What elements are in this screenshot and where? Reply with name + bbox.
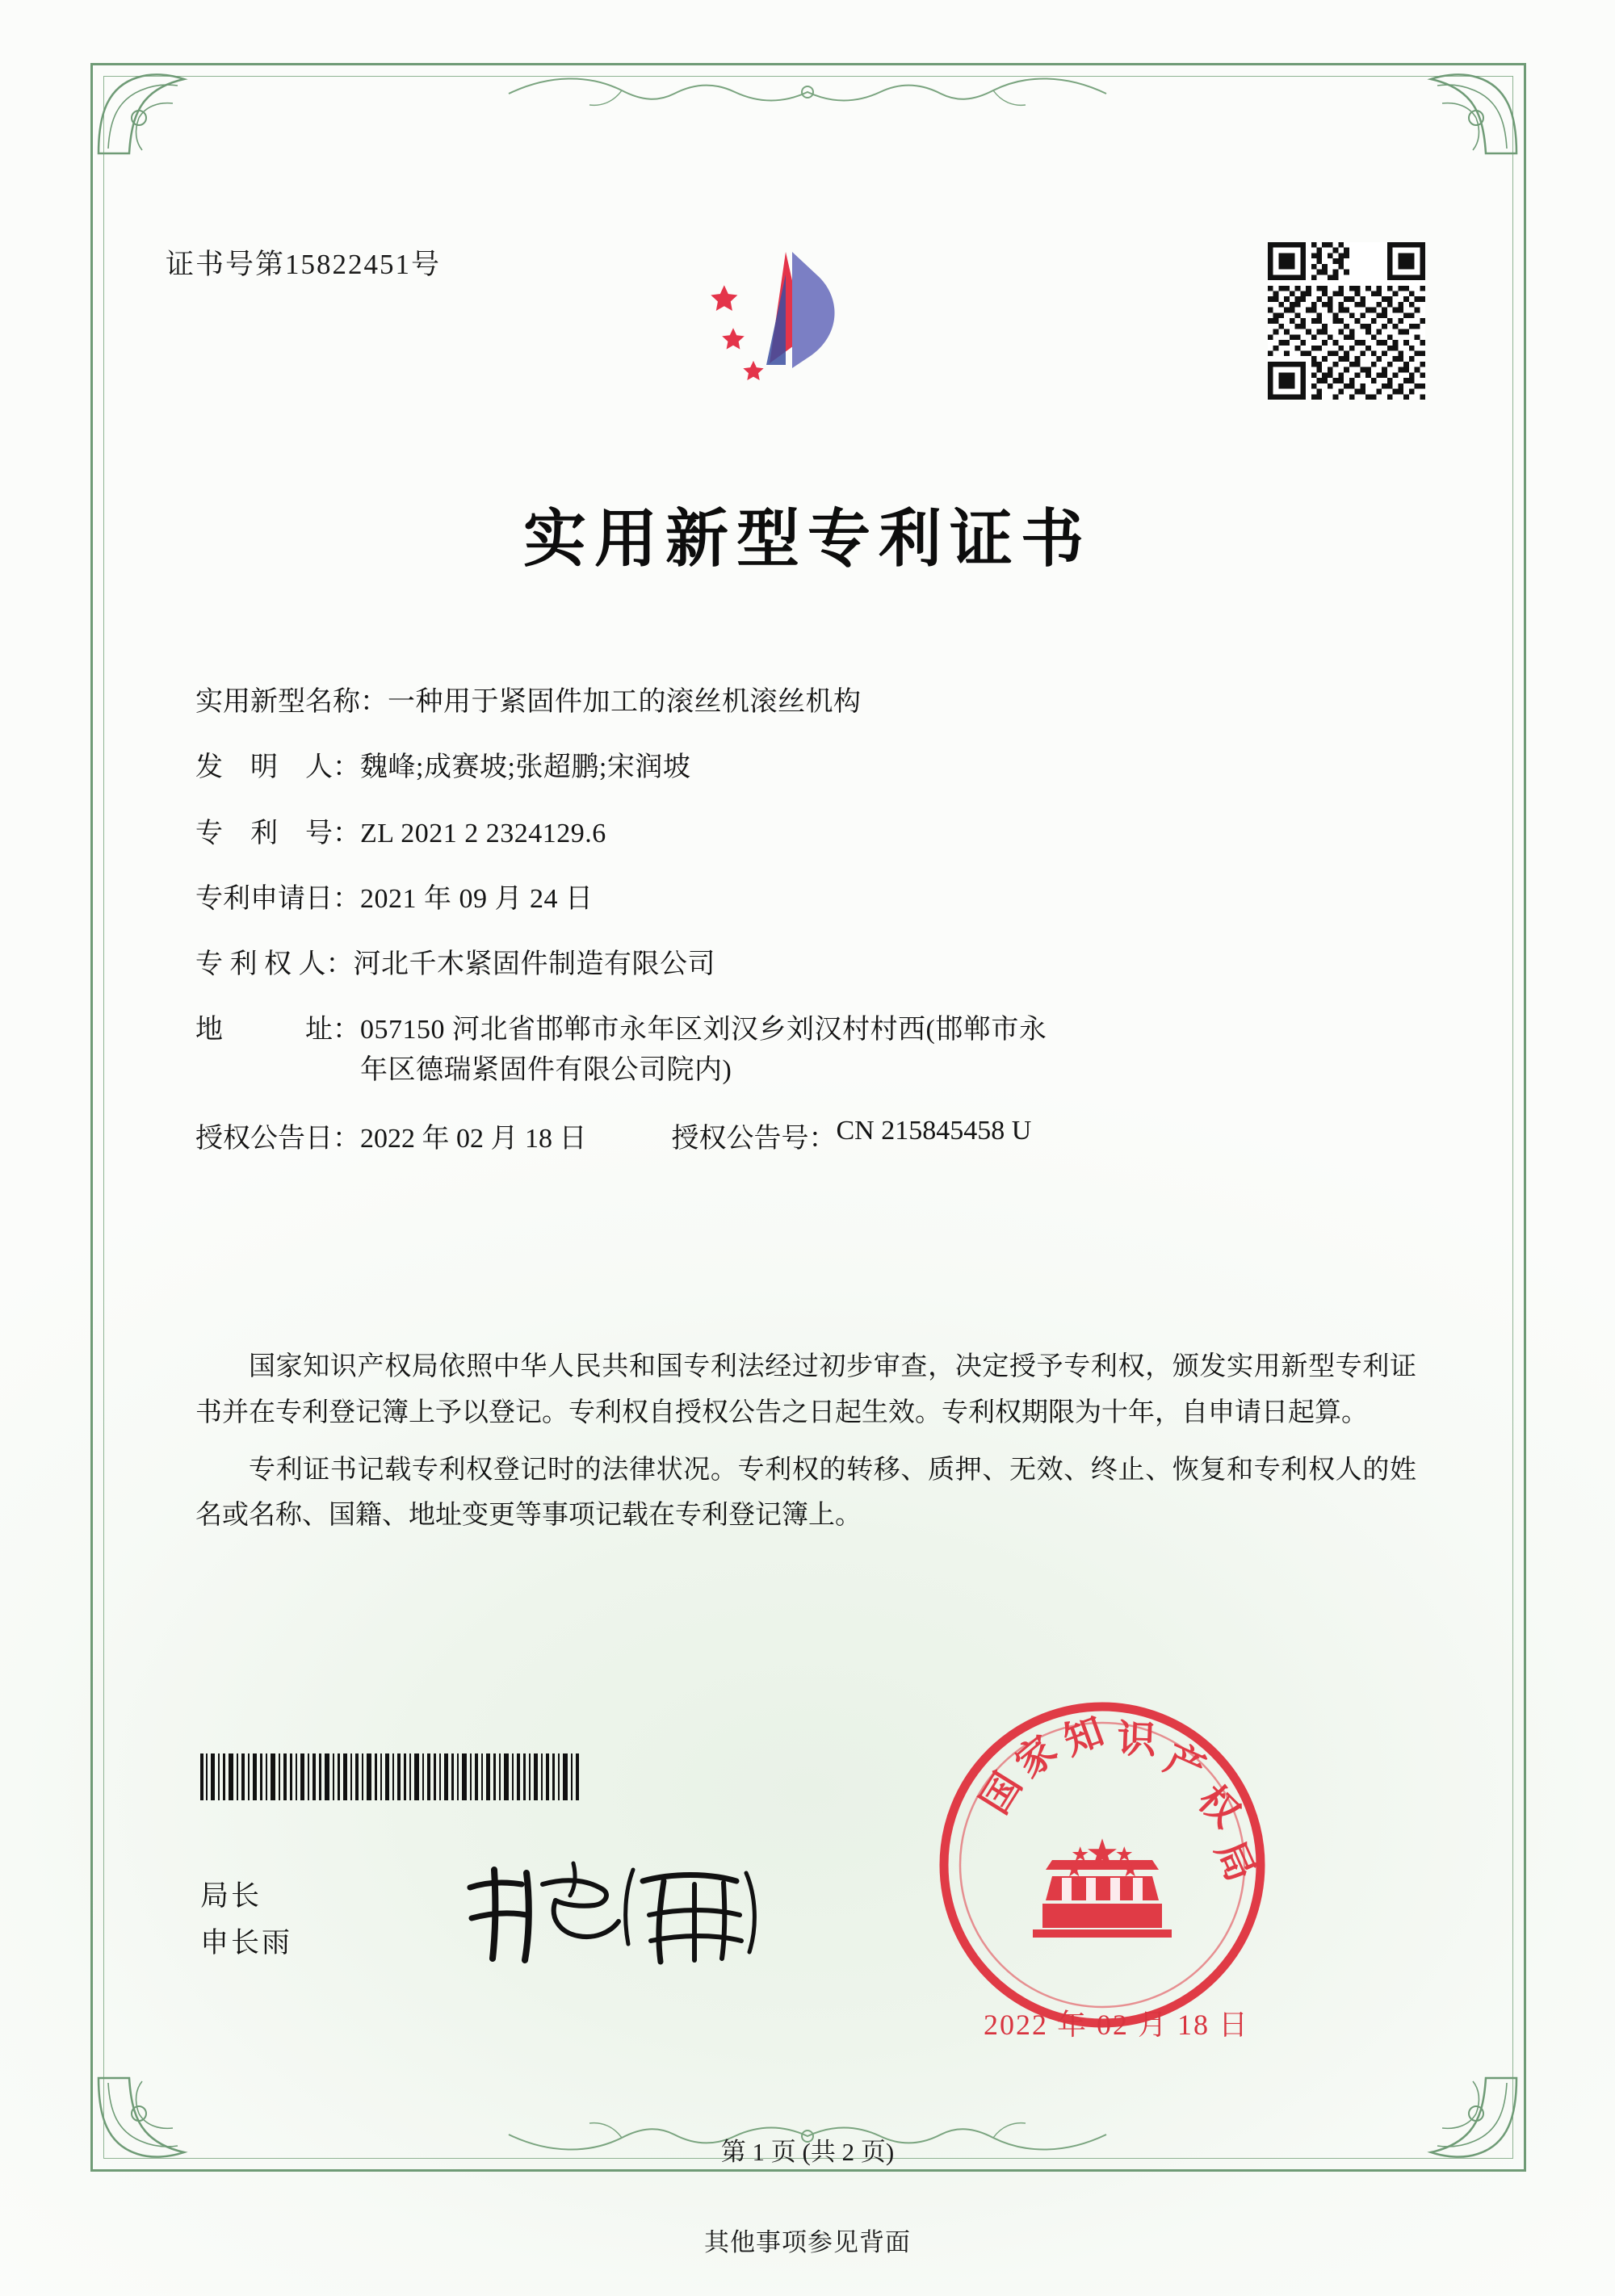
field-inventors — [195, 748, 1407, 787]
border-flourish-icon — [501, 69, 1114, 113]
patent-number-value: ZL 2021 2 2324129.6 — [360, 818, 606, 848]
address-line-2: 年区德瑞紧固件有限公司院内) — [360, 1054, 732, 1085]
cnipa-logo — [682, 242, 900, 408]
address-value — [360, 1010, 1407, 1090]
legal-paragraph-1: 国家知识产权局依照中华人民共和国专利法经过初步审查，决定授予专利权，颁发实用新型专利证书并在专利登记簿上予以登记。专利权自授权公告之日起生效。专利权期限为十年，自申请日起算。 — [195, 1352, 1416, 1427]
footer-note: 其他事项参见背面 — [704, 2228, 911, 2256]
grant-number-value: CN 215845458 U — [836, 1116, 1032, 1146]
svg-text:识: 识 — [1116, 1716, 1157, 1763]
svg-text:国: 国 — [971, 1764, 1031, 1822]
svg-text:知: 知 — [1057, 1708, 1110, 1765]
inventors-value: 魏峰;成赛坡;张超鹏;宋润坡 — [360, 752, 691, 783]
barcode — [200, 1753, 612, 1800]
page-indicator: 第 1 页 (共 2 页) — [720, 2138, 895, 2166]
inventors-label: 发 明 人： — [195, 752, 360, 783]
patentee-value: 河北千木紧固件制造有限公司 — [353, 949, 715, 980]
signature-labels — [200, 1873, 292, 1967]
svg-text:局: 局 — [1206, 1834, 1264, 1888]
director-title-label: 局长 — [200, 1880, 262, 1912]
legal-paragraph-2: 专利证书记载专利权登记时的法律状况。专利权的转移、质押、无效、终止、恢复和专利权人的姓名或名称、国籍、地址变更等事项记载在专利登记簿上。 — [195, 1455, 1416, 1531]
grant-date-label: 授权公告日： — [195, 1124, 360, 1154]
field-patent-number — [195, 814, 1407, 853]
address-line-1: 057150 河北省邯郸市永年区刘汉乡刘汉村村西(邯郸市永 — [360, 1015, 1047, 1045]
qr-code — [1268, 242, 1425, 400]
seal-date: 2022 年 02 月 18 日 — [984, 2009, 1250, 2041]
address-label: 地 址： — [195, 1015, 360, 1045]
field-application-date — [195, 879, 1407, 919]
director-name-label: 申长雨 — [200, 1926, 293, 1959]
svg-text:家: 家 — [1006, 1727, 1066, 1787]
page-title: 实用新型专利证书 — [522, 502, 1092, 576]
application-date-label: 专利申请日： — [195, 883, 360, 914]
field-address — [195, 1010, 1407, 1090]
invention-name-value: 一种用于紧固件加工的滚丝机滚丝机构 — [388, 687, 862, 717]
svg-text:权: 权 — [1189, 1776, 1249, 1837]
handwritten-signature — [452, 1849, 791, 1978]
field-patentee — [195, 945, 1407, 984]
corner-ornament-icon — [1423, 68, 1520, 157]
svg-text:产: 产 — [1158, 1735, 1212, 1793]
invention-name-label: 实用新型名称： — [195, 687, 388, 717]
field-invention-name — [195, 682, 1407, 722]
patent-number-label: 专 利 号： — [195, 818, 360, 848]
application-date-value: 2021 年 09 月 24 日 — [360, 883, 594, 914]
legal-text — [195, 1344, 1416, 1550]
corner-ornament-icon — [95, 68, 192, 157]
certificate-fields — [195, 682, 1407, 1163]
certificate-number: 证书号第15822451号 — [166, 249, 442, 280]
grant-date-value: 2022 年 02 月 18 日 — [360, 1124, 587, 1154]
cnipa-official-seal — [933, 1695, 1272, 2034]
patentee-label: 专 利 权 人： — [195, 949, 354, 980]
grant-number-label: 授权公告号： — [671, 1124, 837, 1154]
field-grant-row — [195, 1116, 1407, 1155]
